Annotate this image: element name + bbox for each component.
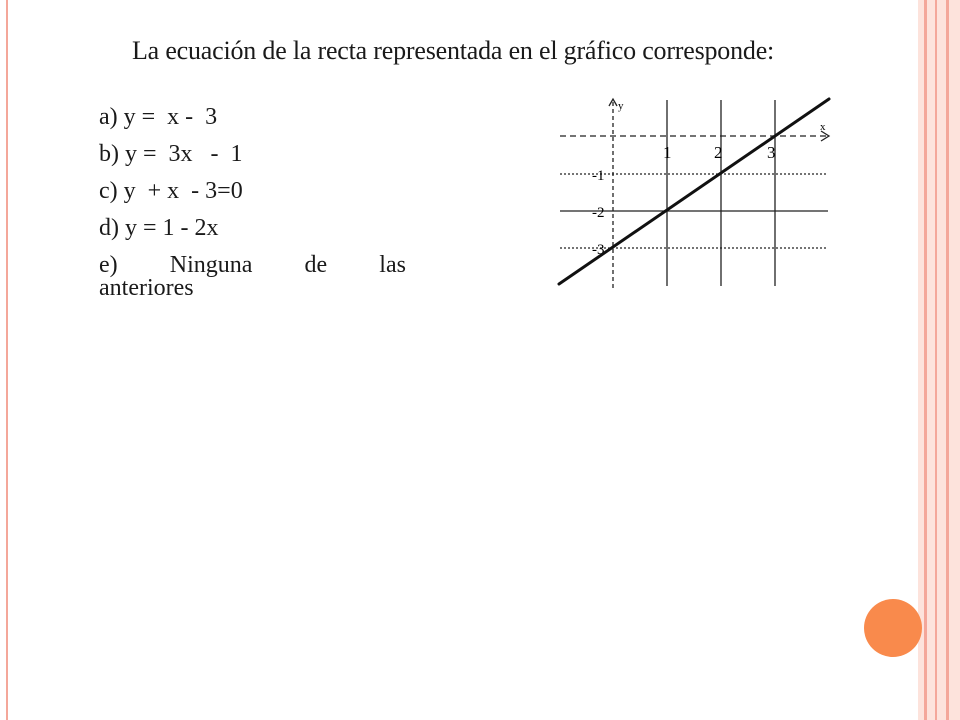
option-a: a) y = x - 3 bbox=[99, 104, 218, 130]
x-tick-label: 2 bbox=[714, 143, 723, 162]
y-tick-label: -3 bbox=[592, 242, 605, 258]
answer-options bbox=[99, 99, 406, 300]
option-e-word: las bbox=[379, 252, 406, 278]
x-axis-label: x bbox=[820, 121, 826, 133]
x-tick-label: 3 bbox=[767, 143, 776, 162]
line-graph bbox=[556, 94, 836, 294]
question-title: La ecuación de la recta representada en el gráfico corresponde: bbox=[132, 36, 775, 65]
slide-frame-right bbox=[918, 0, 960, 720]
y-tick-label: -1 bbox=[592, 168, 605, 184]
option-c: c) y + x - 3=0 bbox=[99, 178, 243, 204]
option-e-word: e) bbox=[99, 252, 118, 278]
frame-stripe bbox=[935, 0, 937, 720]
y-axis-label: y bbox=[618, 100, 624, 112]
option-e-word: de bbox=[304, 252, 328, 278]
option-e-word: Ninguna bbox=[169, 252, 253, 278]
option-e-continuation: anteriores bbox=[99, 275, 194, 301]
x-tick-label: 1 bbox=[663, 143, 672, 162]
frame-stripe bbox=[946, 0, 949, 720]
y-tick-label: -2 bbox=[592, 205, 605, 221]
option-d: d) y = 1 - 2x bbox=[99, 215, 219, 241]
accent-circle-decoration bbox=[864, 599, 922, 657]
slide bbox=[8, 0, 918, 720]
option-b: b) y = 3x - 1 bbox=[99, 141, 243, 167]
frame-stripe bbox=[924, 0, 927, 720]
plotted-line bbox=[559, 99, 829, 284]
